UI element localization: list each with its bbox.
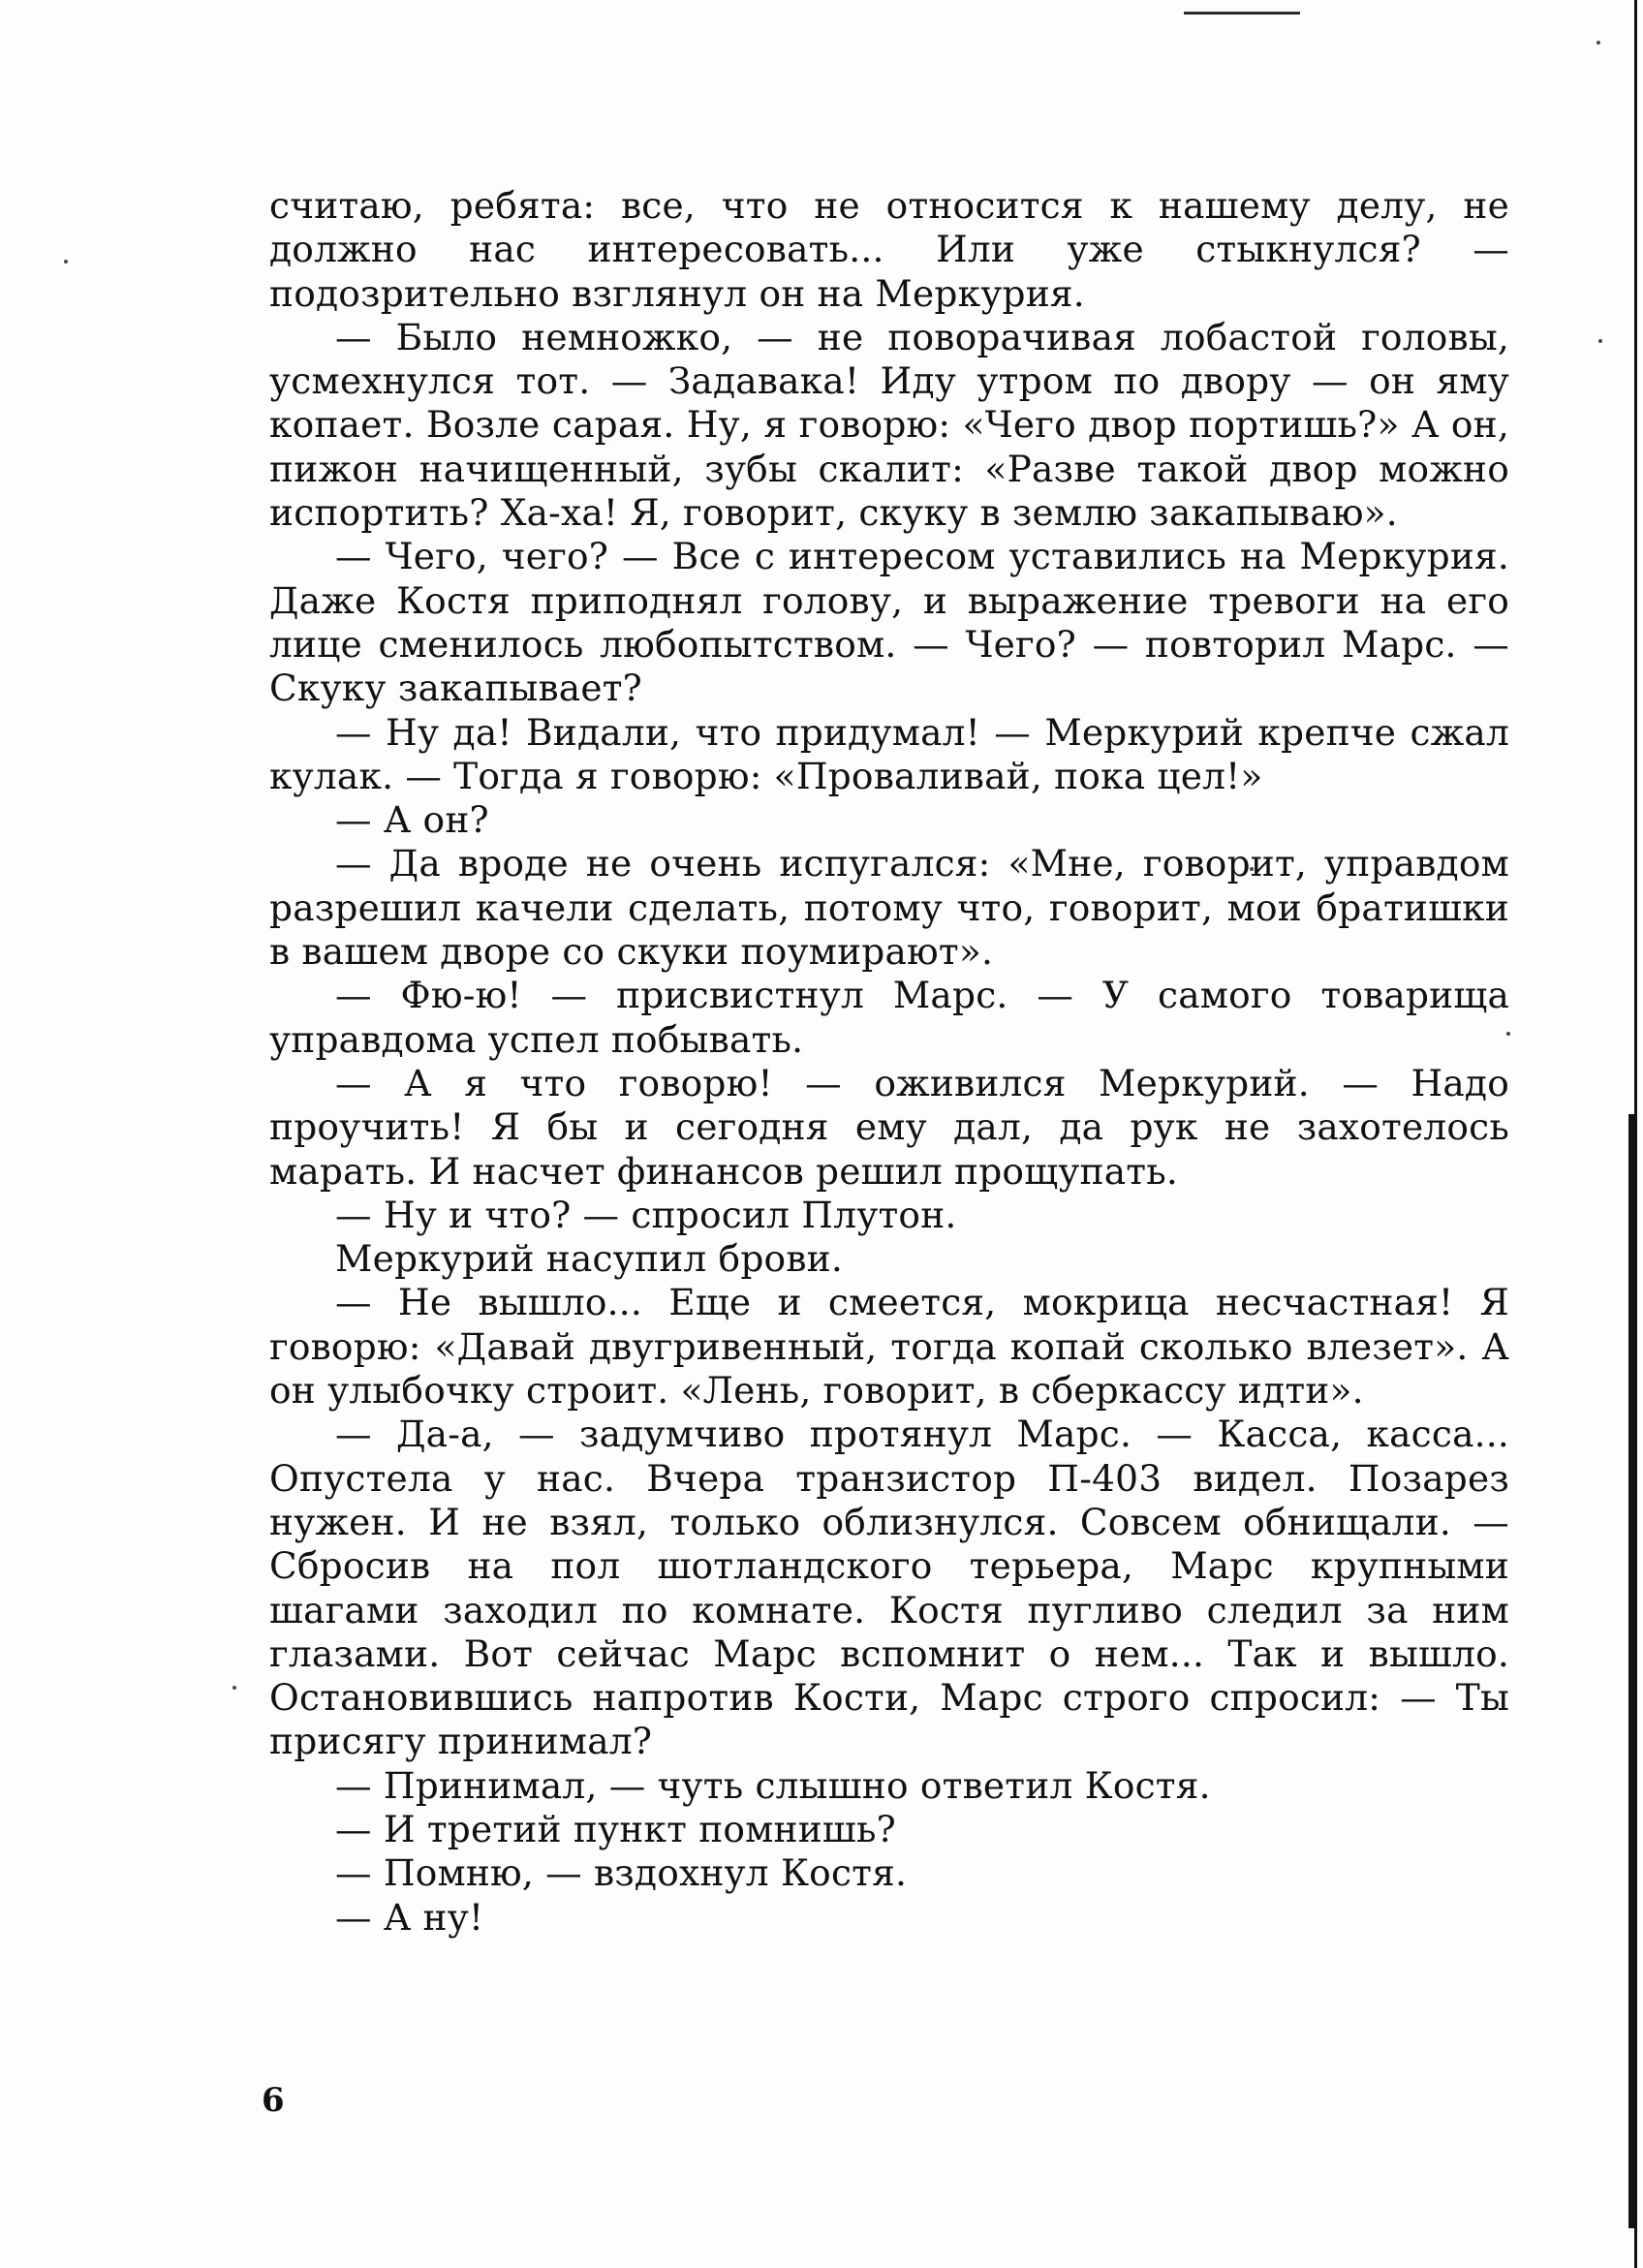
paragraph: — Ну и что? — спросил Плутон. [335, 1193, 957, 1236]
paragraph: — Да вроде не очень испугался: «Мне, говорит, управдом разрешил качели сделать, потому что, говорит, мои братишки в вашем дворе со скуки поумирают». [269, 842, 1509, 974]
paragraph: Меркурий насупил брови. [335, 1237, 843, 1281]
paragraph: — И третий пункт помнишь? [335, 1807, 896, 1850]
paragraph: — А я что говорю! — оживился Меркурий. — Надо проучить! Я бы и сегодня ему дал, да рук не захотелось марать. И насчет финансов решил прощупать. [269, 1061, 1509, 1193]
paragraph: — Принимал, — чуть слышно ответил Костя. [335, 1763, 1211, 1807]
page-edge-shadow [1628, 1114, 1635, 2228]
paragraph: — Помню, — вздохнул Костя. [335, 1851, 908, 1895]
paragraph: — Фю-ю! — присвистнул Марс. — У самого товарища управдома успел побывать. [269, 974, 1509, 1061]
scan-speck [1598, 339, 1602, 343]
paragraph: — Ну да! Видали, что придумал! — Меркурий крепче сжал кулак. — Тогда я говорю: «Проваливай, пока цел!» [269, 710, 1509, 797]
paragraph: — Было немножко, — не поворачивая лобастой головы, усмехнулся тот. — Задавака! Иду утром по двору — он яму копает. Возле сарая. Ну, я говорю: «Чего двор портишь?» А он, пижон начищенный, зубы скалит: «Разве такой двор можно испортить? Ха-ха! Я, говорит, скуку в землю закапываю». [269, 315, 1509, 535]
body-text [269, 184, 1509, 1940]
paragraph: — Не вышло... Еще и смеется, мокрица несчастная! Я говорю: «Давай двугривенный, тогда копай сколько влезет». А он улыбочку строит. «Лень, говорит, в сберкассу идти». [269, 1281, 1509, 1413]
paragraph: — Да-а, — задумчиво протянул Марс. — Касса, касса... Опустела у нас. Вчера транзистор П-403 видел. Позарез нужен. И не взял, только облизнулся. Совсем обнищали. — Сбросив на пол шотландского терьера, Марс крупными шагами заходил по комнате. Костя пугливо следил за ним глазами. Вот сейчас Марс вспомнит о нем... Так и вышло. Остановившись напротив Кости, Марс строго спросил: — Ты присягу принимал? [269, 1413, 1509, 1763]
paragraph: — Чего, чего? — Все с интересом уставились на Меркурия. Даже Костя приподнял голову, и выражение тревоги на его лице сменилось любопытством. — Чего? — повторил Марс. — Скуку закапывает? [269, 535, 1509, 710]
paragraph: считаю, ребята: все, что не относится к нашему делу, не должно нас интересовать... Или уже стыкнулся? — подозрительно взглянул он на Меркурия. [269, 184, 1509, 315]
scan-speck [64, 260, 68, 264]
paragraph: — А ну! [335, 1895, 484, 1939]
paragraph: — А он? [335, 798, 489, 842]
page-number: 6 [262, 2081, 285, 2120]
scan-speck [232, 1686, 236, 1690]
top-rule [1184, 12, 1300, 15]
scan-speck [1596, 41, 1600, 45]
